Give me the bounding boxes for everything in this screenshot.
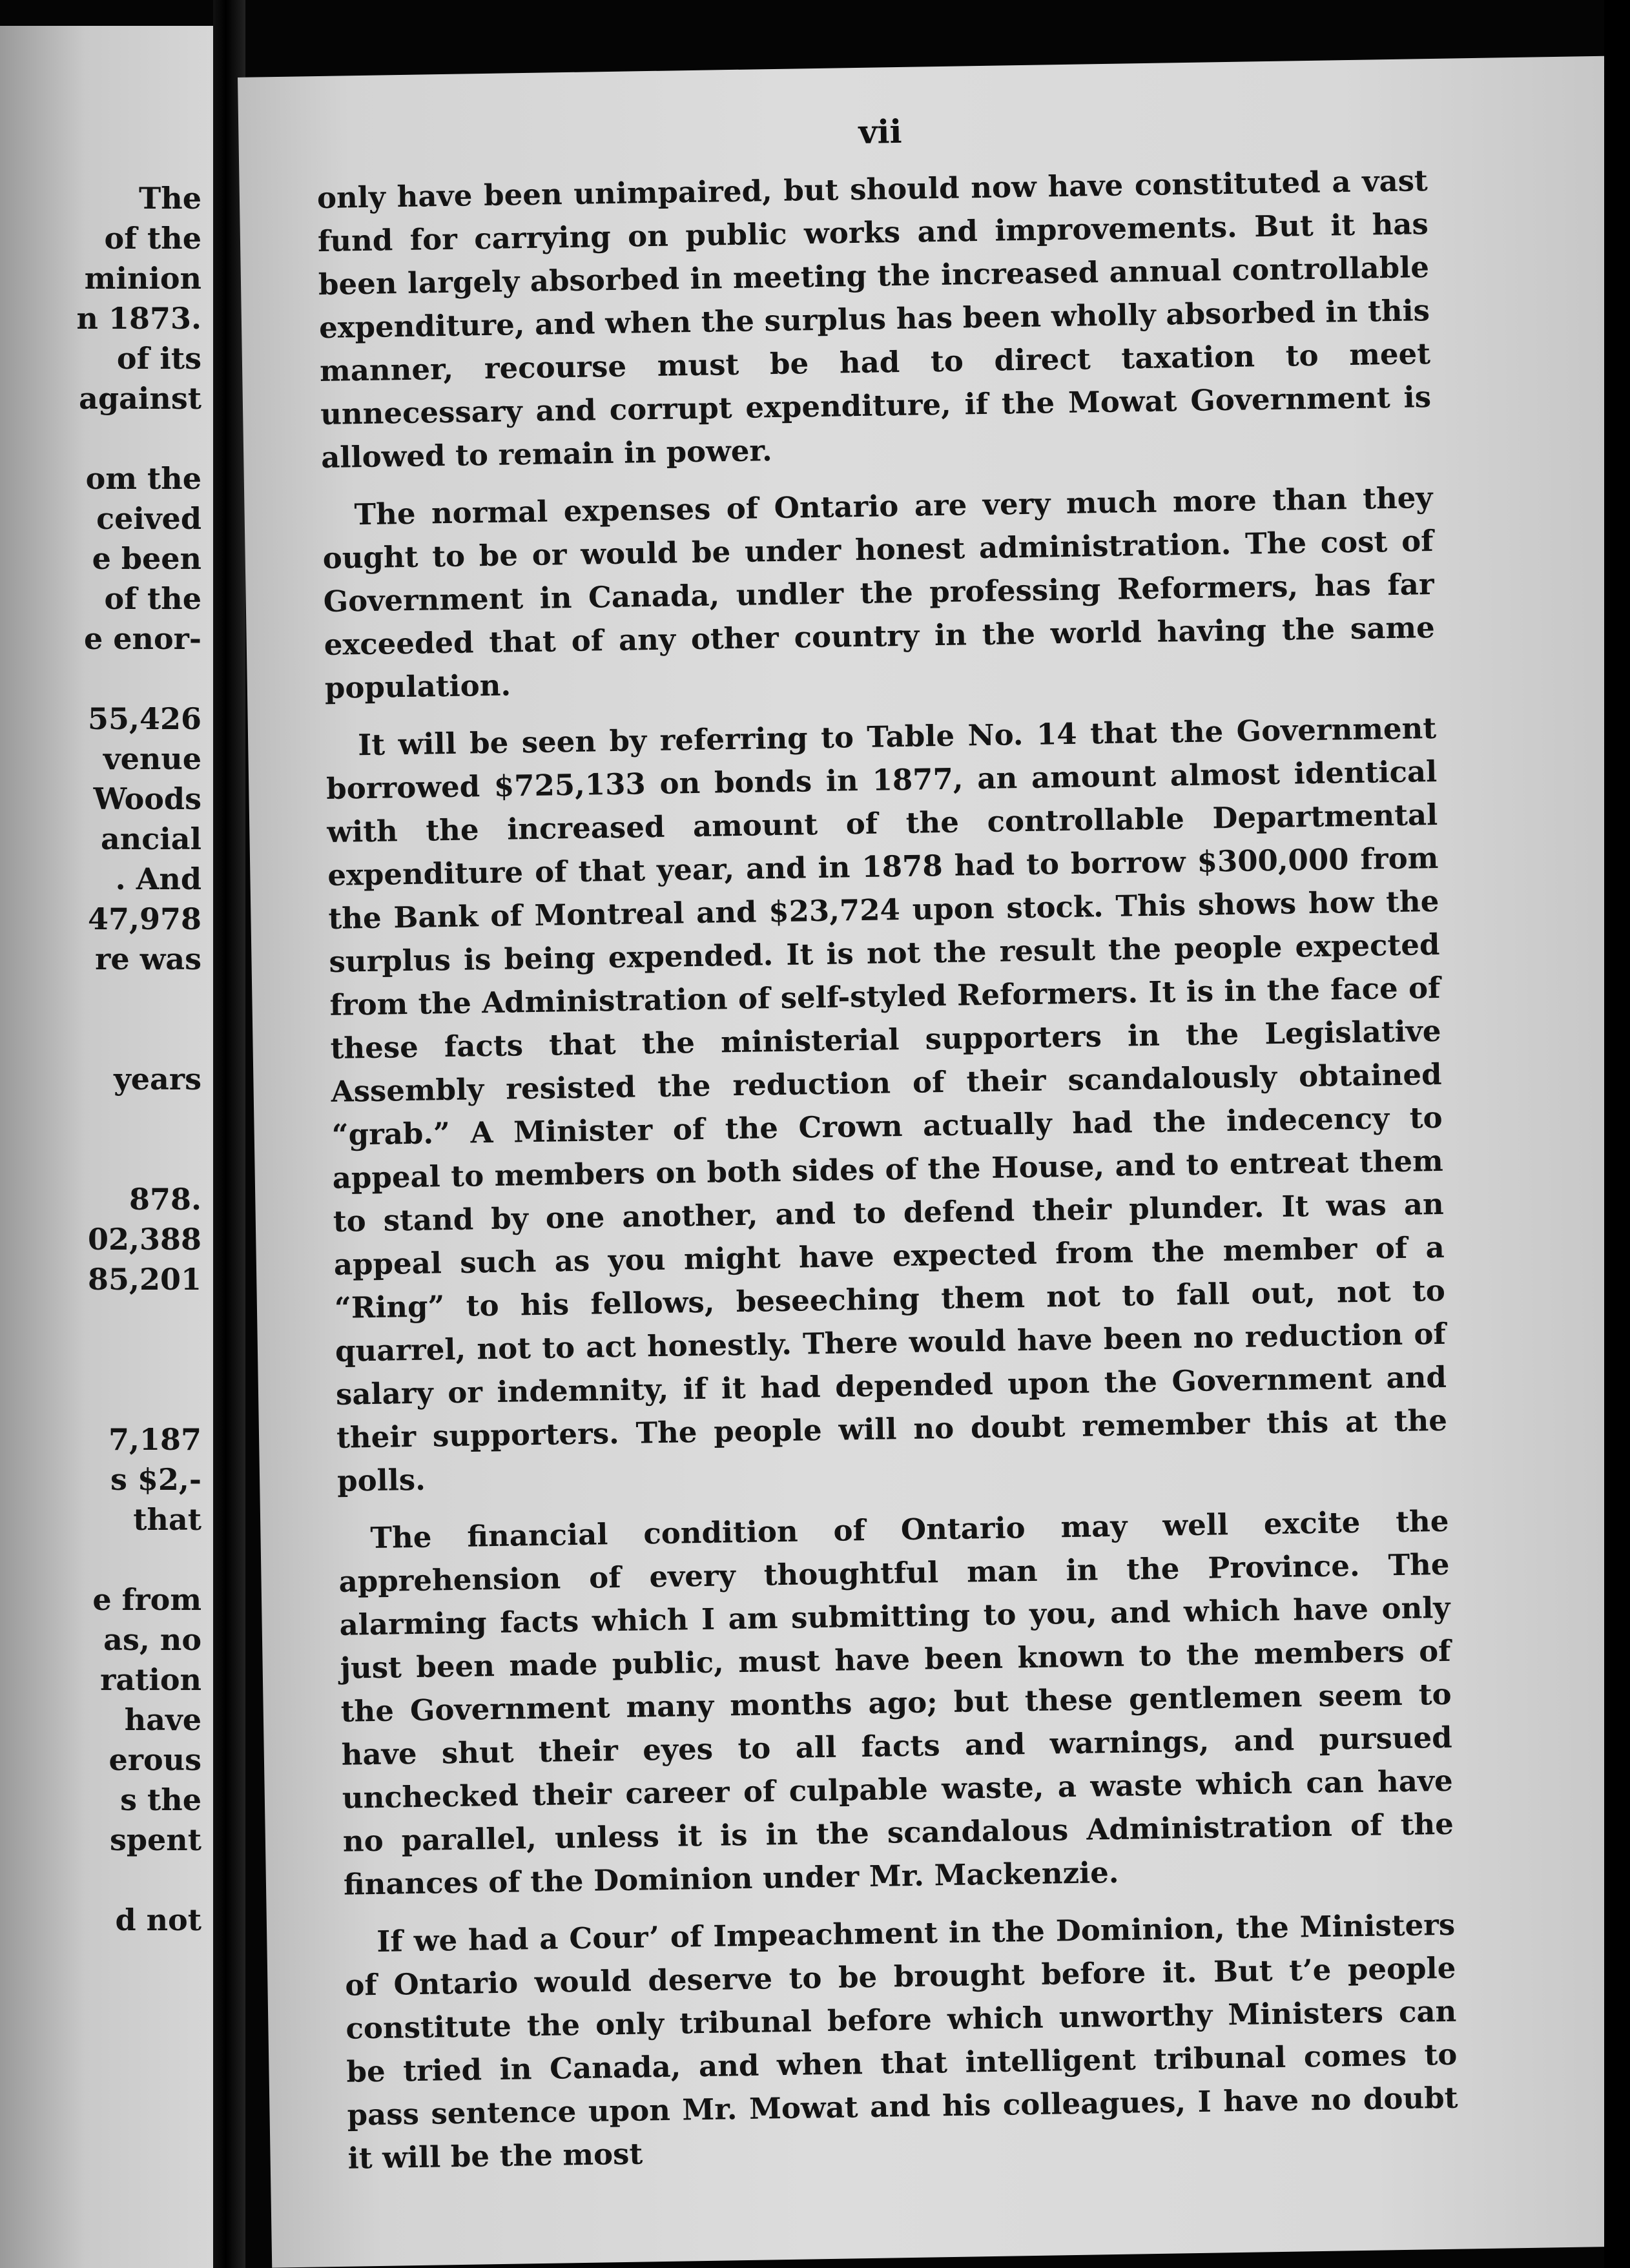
left-page-line: 02,388 (87, 1222, 201, 1257)
left-page-line: om the (85, 461, 201, 496)
left-page-line: s $2,- (110, 1462, 201, 1497)
paragraph: The normal expenses of Ontario are very much more than they ought to be or would be under honest administration. The cost of Government in Canada, undler the professing Reformers, has far exceeded that of any other country in the world having the same population. (322, 480, 1436, 705)
left-page-line: ration (100, 1662, 201, 1697)
left-page-line: as, no (103, 1622, 201, 1657)
left-page-line: 878. (129, 1182, 201, 1217)
left-page-line: minion (84, 261, 201, 296)
left-page-line: of the (104, 581, 201, 616)
left-page-line: spent (109, 1822, 201, 1857)
paragraph: only have been unimpaired, but should now have constituted a vast fund for carrying on public works and improvements. But it has been largely absorbed in meeting the increased annual controllable expenditure, and when the surplus has been wholly absorbed in this manner, recourse must be had to direct taxation to meet unnecessary and corrupt expenditure, if the Mowat Government is allowed to remain in power. (316, 163, 1432, 475)
left-page-line: of its (116, 341, 201, 376)
paragraph: It will be seen by referring to Table No. 14 that the Government borrowed $725,133 on bonds in 1877, an amount almost identical with the increased amount of the controllable Departmental expenditure of that year, and in 1878 had to borrow $300,000 from the Bank of Montreal and $23,724 upon stock. This shows how the surplus is being expended. It is not the result the people expected from the Administration of self-styled Reformers. It is in the face of these facts that the ministerial supporters in the Legislative Assembly resisted the reduction of their scandalously obtained “grab.” A Minister of the Crown actually had the indecency to appeal to members on both sides of the House, and to entreat them to stand by one another, and to defend their plunder. It was an appeal such as you might have expected from the member of a “Ring” to his fellows, beseeching them not to fall out, not to quarrel, not to act honestly. There would have been no reduction of salary or indemnity, if it had depended upon the Government and their supporters. The people will no doubt remember this at the polls. (325, 710, 1448, 1498)
left-page-line: 85,201 (87, 1262, 201, 1297)
left-page-line: . And (115, 861, 201, 896)
left-page-line: n 1873. (76, 301, 201, 336)
left-page-line: ceived (96, 501, 201, 536)
left-page-line: erous (108, 1742, 201, 1777)
left-page-line: s the (120, 1782, 201, 1817)
left-page-line: of the (104, 221, 201, 256)
left-page-line: 55,426 (87, 701, 201, 736)
left-page-line: e been (92, 541, 201, 576)
left-page-line: d not (115, 1902, 201, 1937)
main-page (238, 56, 1630, 2268)
left-page-line: years (114, 1062, 201, 1097)
left-facing-page (0, 26, 213, 2268)
paragraph: If we had a Cour’ of Impeachment in the Dominion, the Ministers of Ontario would deserve to be brought before it. But t’e people constitute the only tribunal before which unworthy Ministers can be tried in Canada, and when that intelligent tribunal comes to pass sentence upon Mr. Mowat and his colleagues, I have no doubt it will be the most (345, 1907, 1458, 2176)
left-page-line: ancial (100, 821, 201, 856)
left-page-line: venue (103, 741, 201, 776)
paragraph: The financial condition of Ontario may well excite the apprehension of every thoughtful man in the Province. The alarming facts which I am submitting to you, and which have only just been made public, must have been known to the members of the Government many months ago; but these gentlemen seem to have shut their eyes to all facts and warnings, and pursued unchecked their career of culpable waste, a waste which can have no parallel, unless it is in the scandalous Administration of the finances of the Dominion under Mr. Mackenzie. (338, 1503, 1454, 1902)
left-page-line: The (139, 181, 201, 216)
page-number: vii (858, 112, 902, 151)
left-page-line: Woods (93, 781, 201, 816)
left-page-line: e from (92, 1582, 201, 1617)
left-page-line: re was (95, 942, 201, 976)
left-page-line: that (133, 1502, 201, 1537)
left-page-line: have (124, 1702, 201, 1737)
left-page-line: e enor- (83, 621, 201, 656)
right-edge-shadow (1604, 0, 1630, 2268)
book-gutter (213, 0, 245, 2268)
left-page-line: 7,187 (108, 1422, 201, 1457)
left-page-line: 47,978 (87, 902, 201, 936)
body-text (316, 159, 1459, 2194)
left-page-line: against (79, 381, 201, 416)
